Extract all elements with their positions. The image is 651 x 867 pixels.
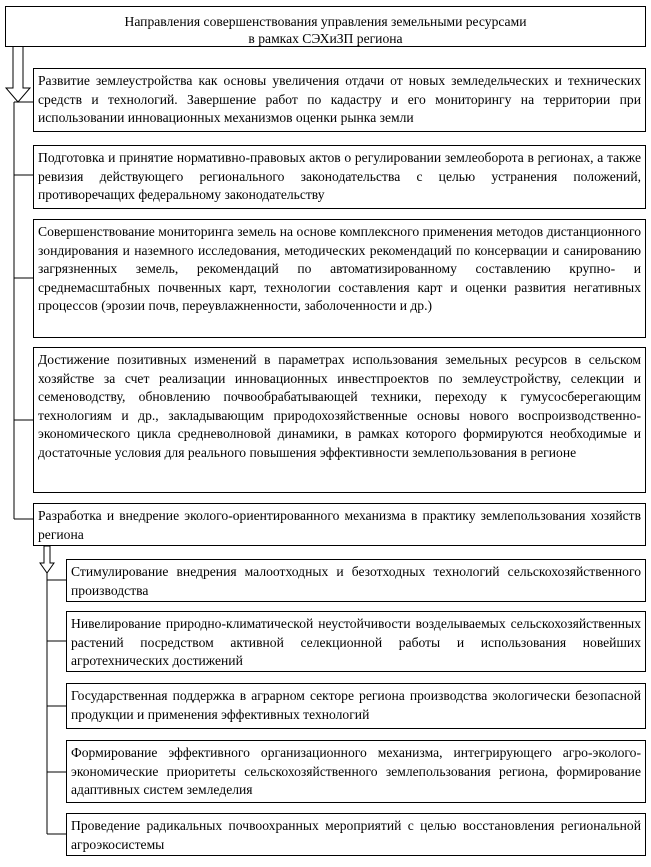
- sub-direction-text-1: Стимулирование внедрения малоотходных и безотходных технологий сельскохозяйственного производства: [71, 564, 641, 598]
- direction-text-5: Разработка и внедрение эколого-ориентированного механизма в практику землепользования хозяйств региона: [38, 508, 641, 542]
- diagram-title-box: [5, 6, 646, 47]
- direction-box-1: [33, 68, 646, 132]
- sub-direction-text-5: Проведение радикальных почвоохранных мероприятий с целью восстановления региональной агроэкосистемы: [71, 818, 641, 852]
- sub-direction-box-4: [66, 740, 646, 803]
- sub-direction-box-1: [66, 559, 646, 602]
- direction-box-5: [33, 503, 646, 546]
- sub-direction-box-5: [66, 813, 646, 856]
- direction-text-2: Подготовка и принятие нормативно-правовых актов о регулировании землеоборота в регионах, а также ревизия действующего регионального законодательства с целью устранения положений, противоречащих федеральному законодательству: [38, 150, 641, 202]
- sub-direction-text-2: Нивелирование природно-климатической неустойчивости возделываемых сельскохозяйственных растений посредством активной селекционной работы и использования новейших агротехнических достижений: [71, 616, 641, 668]
- sub-flow-arrow: [40, 546, 54, 573]
- direction-text-1: Развитие землеустройства как основы увеличения отдачи от новых земледельческих и технических средств и технологий. Завершение работ по кадастру и его мониторингу на территории при использовании инновационных механизмов оценки рынка земли: [38, 73, 641, 125]
- direction-text-4: Достижение позитивных изменений в параметрах использования земельных ресурсов в сельском хозяйстве за счет реализации инновационных инвестпроектов по землеустройству, селекции и семеноводству, обновлению почвообрабатывающей техники, переходу к гумусосберегающим технологиям и др., закладывающим природохозяйственные основы нового воспроизводственно-экономического цикла средневолновой динамики, в рамках которого формируются необходимые и достаточные условия для реального повышения эффективности землепользования в регионе: [38, 352, 641, 460]
- direction-box-4: [33, 347, 646, 493]
- sub-direction-text-4: Формирование эффективного организационного механизма, интегрирующего агро-эколого-экономические приоритеты сельскохозяйственного землепользования региона, формирование адаптивных систем земледелия: [71, 745, 641, 797]
- sub-direction-text-3: Государственная поддержка в аграрном секторе региона производства экологически безопасной продукции и применения эффективных технологий: [71, 688, 641, 722]
- main-flow-arrow: [6, 46, 30, 102]
- sub-direction-box-3: [66, 683, 646, 729]
- sub-direction-box-2: [66, 611, 646, 672]
- title-line-1: Направления совершенствования управления земельными ресурсами: [124, 14, 527, 29]
- title-line-2: в рамках СЭХиЗП региона: [248, 31, 403, 46]
- direction-text-3: Совершенствование мониторинга земель на основе комплексного применения методов дистанционного зондирования и наземного исследования, методических рекомендаций по консервации и санированию загрязненных земель, рекомендаций по автоматизированному составлению крупно- и среднемасштабных почвенных карт, технологии составления карт и оценки развития негативных процессов (эрозии почв, переувлажненности, заболоченности и др.): [38, 224, 641, 313]
- direction-box-2: [33, 145, 646, 209]
- direction-box-3: [33, 219, 646, 338]
